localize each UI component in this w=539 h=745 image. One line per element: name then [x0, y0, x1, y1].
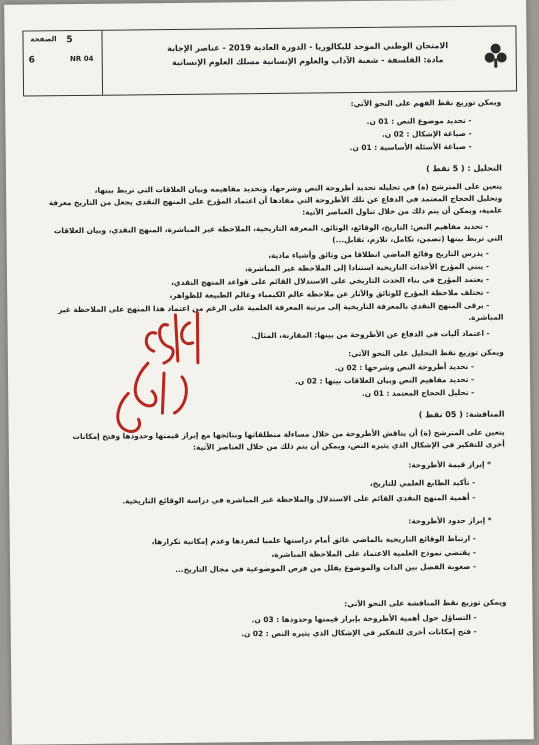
paragraph-line: يتعين على المترشح (ة) أن يناقش الأطروحة من خلال مساءلة منطلقاتها ونتائجها مع إبراز قيمتها وحدودها وفتح إمكانات	[72, 427, 505, 442]
list-item: - تحليل الحجاج المعتمد : 01 ن.	[361, 387, 475, 399]
paragraph-line: التي تربط بينها (تضمن، تكامل، تلازم، تقابل...)	[332, 233, 503, 245]
list-item: - التساؤل حول أهمية الأطروحة بإبراز قيمتها وحدودها : 03 ن.	[251, 612, 477, 625]
exam-subject: مادة: الفلسفة - شعبة الآداب والعلوم الإنسانية مسلك العلوم الإنسانية	[171, 55, 444, 67]
list-item: - تحديد مفاهيم النص: التاريخ، الوقائع، الوثائق، المعرفة التاريخية، الملاحظة غير المباشرة، المنهج النقدي، وبيان العلاقات	[53, 221, 489, 236]
list-item: - يبني المؤرخ الأحداث التاريخية استنادا إلى الملاحظة غير المباشرة،	[244, 261, 489, 274]
list-item: - يدرس التاريخ وقائع الماضي انطلاقا من وثائق وأشياء مادية،	[268, 248, 489, 261]
list-item: - تحديد موضوع النص : 01 ن.	[366, 115, 472, 126]
page-number: 5	[66, 35, 73, 46]
list-item: - يعتمد المؤرخ في بناء الحدث التاريخي على الاستدلال القائم على قواعد المنهج النقدي،	[171, 274, 490, 288]
list-item: - تأكيد الطابع العلمي للتاريخ،	[369, 477, 476, 488]
list-item: - تحديد أطروحة النص وشرحها : 02 ن.	[334, 361, 474, 373]
subheading-limits: * إبراز حدود الأطروحة:	[408, 515, 492, 526]
list-item: - تحديد مفاهيم النص وبيان العلاقات بينها : 02 ن.	[294, 374, 475, 386]
document-code: NR 04	[69, 54, 94, 64]
section-heading-analysis: التحليل : ( 5 نقط )	[426, 163, 502, 174]
paragraph-line: وتحليل الحجاج المعتمد في الدفاع عن تلك الأطروحة التي مفادها أن اعتماد المؤرخ على المنهج النقدي يجعل من التاريخ معرفة	[48, 193, 503, 208]
list-item: - صياغة الإشكال : 02 ن.	[381, 128, 472, 139]
list-item: - ارتباط الوقائع التاريخية بالماضي عائق أمام دراستها علميا لتفردها وعدم إمكانية تكرارها،	[151, 533, 476, 547]
exam-title: الامتحان الوطني الموحد للبكالوريا - الدورة العادية 2019 - عناصر الإجابة	[167, 41, 449, 54]
analysis-distribution-intro: ويمكن توزيع نقط التحليل على النحو الآتي:	[348, 347, 504, 359]
list-item: - صعوبة الفصل بين الذات والموضوع يقلل من فرص الموضوعية في مجال التاريخ...	[175, 561, 477, 574]
exam-header	[22, 25, 517, 96]
understanding-distribution-intro: ويمكن توزيع نقط الفهم على النحو الآتي:	[350, 97, 502, 109]
section-heading-discussion: المناقشة: ( 05 نقط )	[418, 409, 505, 420]
list-item: - تختلف ملاحظة المؤرخ للوثائق والآثار عن ملاحظة عالم الكيمياء وعالم الطبيعة للظواهر،	[169, 287, 490, 301]
list-item: - اعتماد آليات في الدفاع عن الأطروحة من بينها: المقارنة، المثال.	[251, 328, 490, 341]
list-item: - أهمية المنهج النقدي القائم على الاستدلال والملاحظة غير المباشرة في دراسة الوقائع التاريخية.	[122, 492, 476, 506]
page-total: 6	[28, 55, 35, 66]
list-item: - فتح إمكانات أخرى للتفكير في الإشكال الذي يثيره النص : 02 ن.	[241, 626, 477, 639]
ministry-logo-icon	[482, 40, 510, 68]
answer-body	[29, 97, 507, 639]
list-item: - يقتضي نموذج العلمية الاعتماد على الملاحظة المباشرة،	[271, 547, 476, 559]
paragraph-line: المباشرة.	[468, 312, 504, 322]
discussion-distribution-intro: ويمكن توزيع نقط المناقشة على النحو الآتي:	[344, 597, 507, 609]
subheading-value: * إبراز قيمة الأطروحة:	[408, 459, 492, 470]
list-item: - يرقى المنهج النقدي بالمعرفة التاريخية إلى مرتبة المعرفة العلمية على الرغم من اعتماد هذا المنهج على الملاحظة غير	[58, 300, 490, 315]
handwritten-signature	[97, 303, 218, 444]
page-code-box	[23, 31, 103, 96]
paragraph-line: علمية، ويمكن أن يتم ذلك من خلال تناول العناصر الآتية:	[302, 205, 503, 217]
exam-page	[4, 0, 534, 745]
list-item: - صياغة الأسئلة الأساسية : 01 ن.	[349, 141, 472, 153]
page-label: الصفحة	[30, 35, 57, 44]
paragraph-line: يتعين على المترشح (ة) في تحليله تحديد أطروحة النص وشرحها، وتحديد مفاهيمه وبيان العلاقات التي تربط بينها،	[94, 181, 503, 195]
paragraph-line: أخرى للتفكير في الإشكال الذي يثيره النص، ويمكن أن يتم ذلك من خلال العناصر الآتية:	[192, 439, 505, 452]
